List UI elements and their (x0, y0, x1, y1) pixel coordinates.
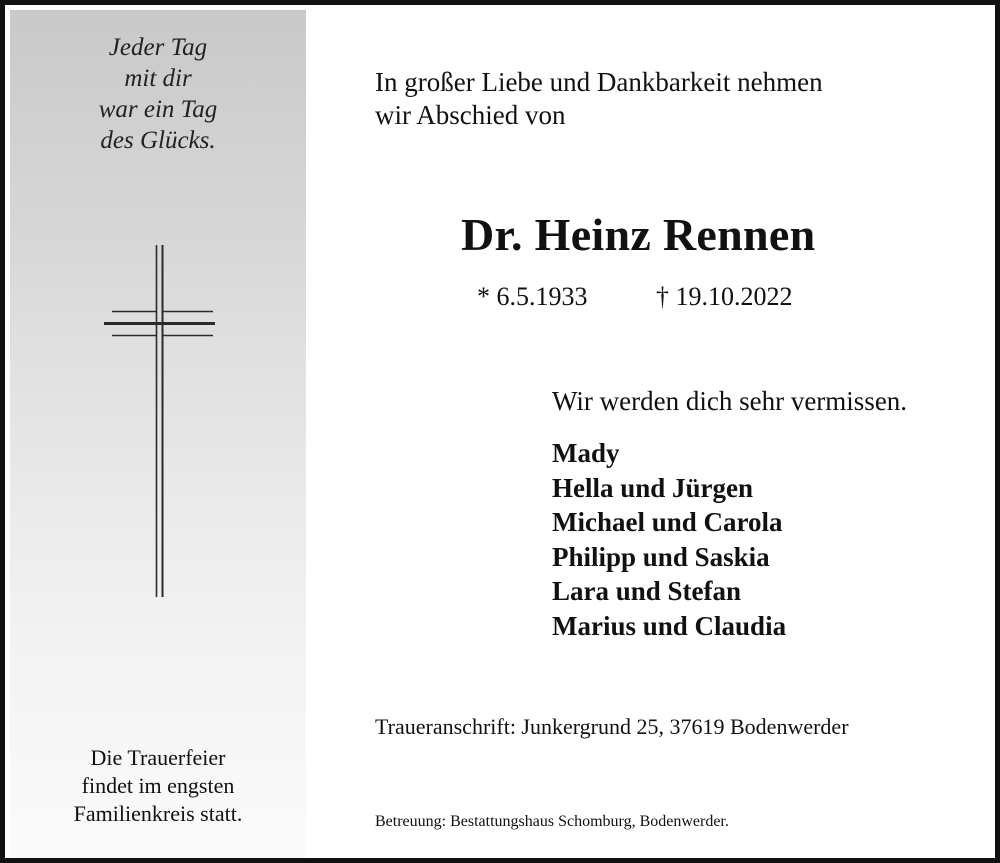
list-item: Marius und Claudia (552, 610, 787, 641)
motto (10, 32, 306, 156)
death-date: † 19.10.2022 (656, 282, 793, 311)
motto-line: Jeder Tag (108, 34, 208, 61)
funeral-note-line: findet im engsten (81, 773, 235, 798)
funeral-note (10, 744, 306, 828)
list-item: Hella und Jürgen (552, 472, 754, 503)
motto-line: war ein Tag (98, 96, 218, 123)
sidebar-panel (10, 10, 306, 863)
intro-line: wir Abschied von (375, 100, 566, 130)
undertaker-note: Betreuung: Bestattungshaus Schomburg, Bodenwerder. (375, 813, 729, 830)
mourners-list (552, 436, 786, 644)
cross-icon (98, 241, 218, 601)
list-item: Philipp und Saskia (552, 541, 770, 572)
motto-line: mit dir (124, 65, 192, 92)
funeral-note-line: Familienkreis statt. (73, 801, 243, 826)
list-item: Lara und Stefan (552, 576, 742, 607)
motto-line: des Glücks. (100, 127, 216, 154)
birth-date: * 6.5.1933 (477, 282, 588, 311)
funeral-note-line: Die Trauerfeier (90, 745, 226, 770)
intro-text (375, 66, 823, 132)
list-item: Michael und Carola (552, 507, 783, 538)
closing-line: Wir werden dich sehr vermissen. (552, 386, 908, 416)
mourning-address: Traueranschrift: Junkergrund 25, 37619 Bodenwerder (375, 714, 849, 739)
deceased-name: Dr. Heinz Rennen (461, 209, 816, 260)
list-item: Mady (552, 438, 620, 468)
intro-line: In großer Liebe und Dankbarkeit nehmen (375, 67, 823, 97)
